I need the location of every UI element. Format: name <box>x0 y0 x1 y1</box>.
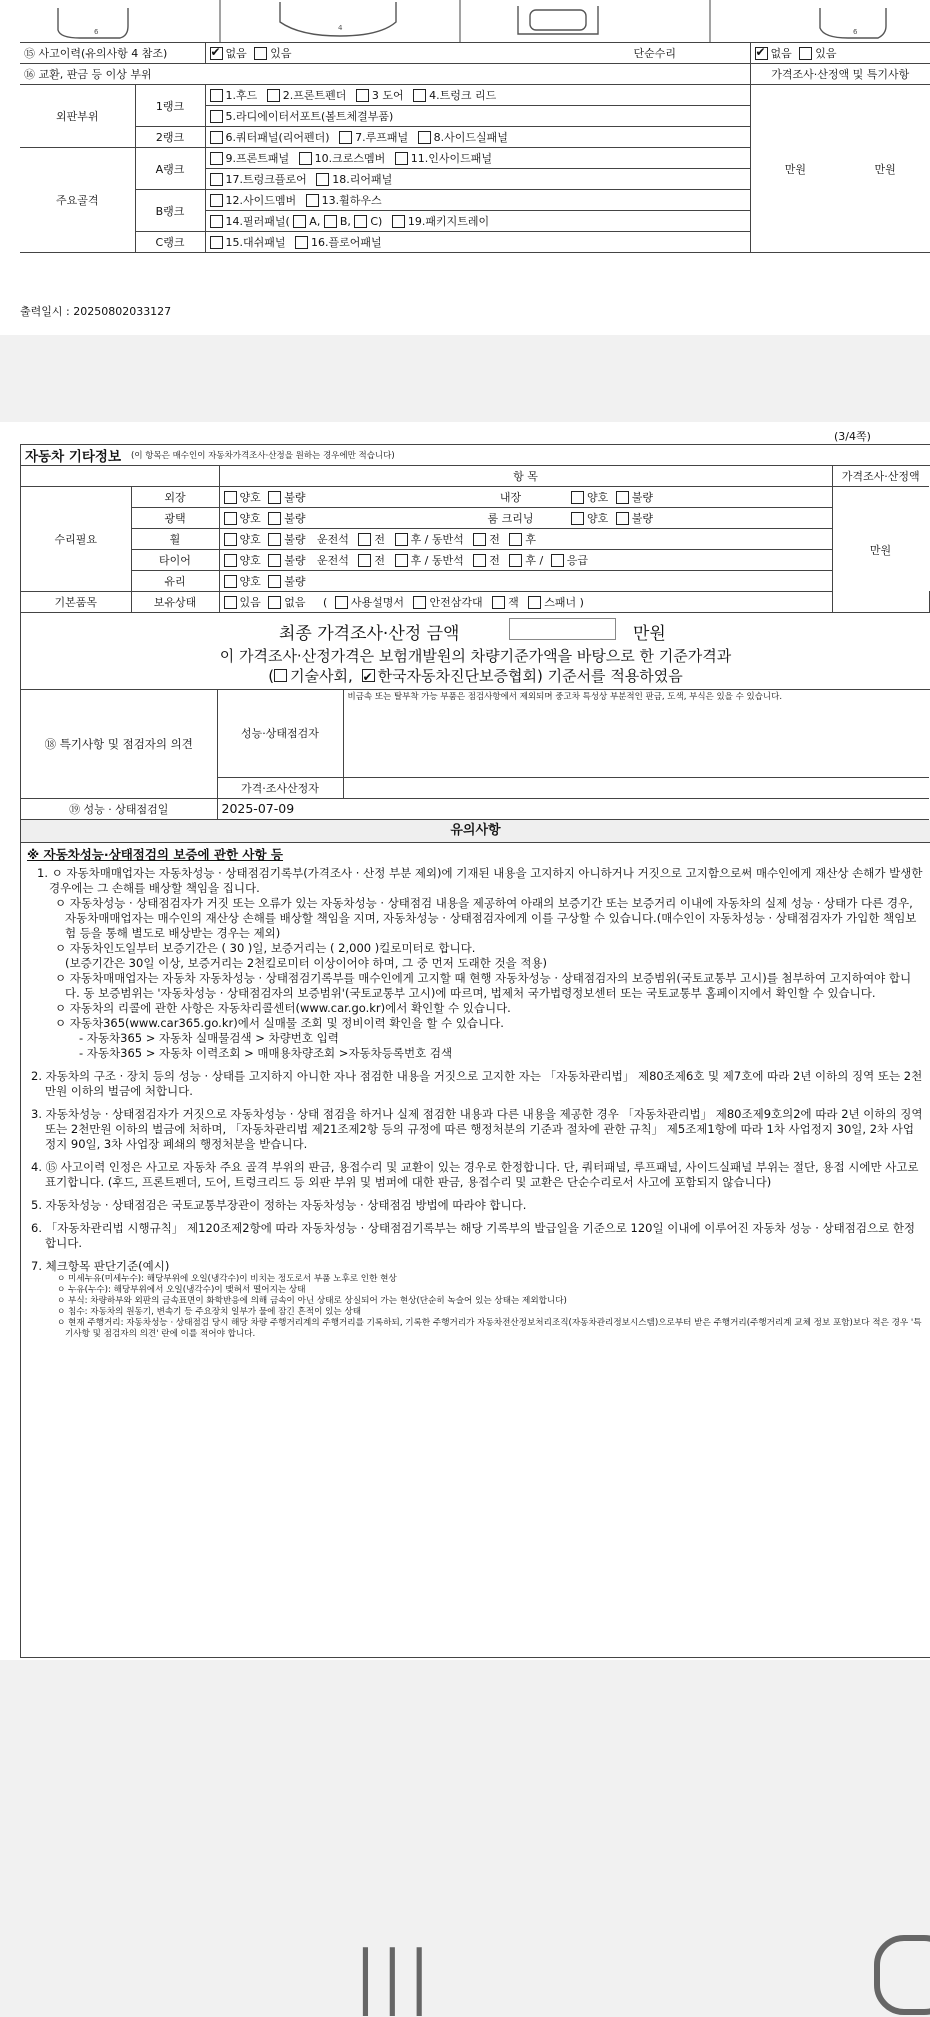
exterior-good-checkbox[interactable] <box>224 491 237 504</box>
rankB-label: B랭크 <box>155 204 185 218</box>
notice-title: 유의사항 <box>21 820 930 843</box>
tire-prear-checkbox[interactable] <box>509 554 522 567</box>
gloss-good-checkbox[interactable] <box>224 512 237 525</box>
accident-yes-checkbox[interactable] <box>254 47 267 60</box>
interior-good-checkbox[interactable] <box>571 491 584 504</box>
recents-button[interactable] <box>355 1936 436 2016</box>
notice-1e: ㅇ 자동차매매업자는 자동차 자동차성능 · 상태점검기록부를 매수인에게 고지할 때 현행 자동차성능 · 상태점검자의 보증범위(국토교통부 고시)를 첨부하여 고지하여야 합니다. 동 보증범위는 '자동차성능 · 상태점검자의 보증범위'(국토교통부 고시)에 따르며, 법제처 국가법령정보센터 또는 국토교통부 홈페이지에서 확인할 수 있습니다. <box>55 970 912 1000</box>
part-6-checkbox[interactable] <box>210 131 223 144</box>
triangle-checkbox[interactable] <box>413 596 426 609</box>
room-clean-label: 룸 크리닝 <box>487 512 534 525</box>
part-18-checkbox[interactable] <box>316 173 329 186</box>
notice-5: 5. 자동차성능 · 상태점검은 국토교통부장관이 정하는 자동차성능 · 상태점검 방법에 따라야 합니다. <box>31 1197 527 1212</box>
repair-need-label: 수리필요 <box>54 533 97 546</box>
home-button[interactable] <box>874 1935 930 2015</box>
notice-1: 1. ㅇ 자동차매매업자는 자동차성능 · 상태점검기록부(가격조사 · 산정 부분 제외)에 기재된 내용을 고지하지 아니하거나 거짓으로 고지함으로써 매수인에게 재산상 손해가 발생한 경우에는 그 손해를 배상할 책임을 집니다. <box>37 865 923 895</box>
outer-part-label: 외판부위 <box>55 110 99 123</box>
notice-1h: - 자동차365 > 자동차 실매물검색 > 차량번호 입력 <box>79 1030 339 1045</box>
notice-1g: ㅇ 자동차365(www.car365.go.kr)에서 실매물 조회 및 정비이력 확인을 할 수 있습니다. <box>55 1015 504 1030</box>
part-14-checkbox[interactable] <box>210 215 223 228</box>
gloss-bad-checkbox[interactable] <box>268 512 281 525</box>
report-page-3 <box>0 422 930 1660</box>
basic-items-label: 기본품목 <box>54 596 97 609</box>
special-remarks-table <box>21 690 929 820</box>
other-info-title: 자동차 기타정보 <box>25 449 121 465</box>
room-good-checkbox[interactable] <box>571 512 584 525</box>
items-have-checkbox[interactable] <box>224 596 237 609</box>
interior-bad-checkbox[interactable] <box>616 491 629 504</box>
accident-none-checkbox[interactable] <box>210 47 223 60</box>
other-info-note: (이 항목은 매수인이 자동차가격조사·산정을 원하는 경우에만 적습니다) <box>131 451 395 461</box>
part-4-checkbox[interactable] <box>413 89 426 102</box>
wheel-front-checkbox[interactable] <box>358 533 371 546</box>
final-price-label: 최종 가격조사·산정 금액 <box>279 624 460 644</box>
part-1-checkbox[interactable] <box>210 89 223 102</box>
wheel-label: 휠 <box>169 533 181 546</box>
spanner-checkbox[interactable] <box>528 596 541 609</box>
repair-price-won: 만원 <box>869 543 892 557</box>
car-diagram-strip <box>20 0 930 43</box>
notice-2: 2. 자동차의 구조 · 장치 등의 성능 · 상태를 고지하지 아니한 자나 점검한 내용을 거짓으로 고지한 자는 「자동차관리법」 제80조제6호 및 제7호에 따라 2년 이하의 징역 또는 2천만원 이하의 벌금에 처합니다. <box>31 1068 923 1098</box>
inspector-note: 비금속 또는 탈부착 가능 부품은 점검사항에서 제외되며 중고차 특성상 부분적인 판금, 도색, 부식은 있을 수 있습니다. <box>347 692 783 702</box>
notice-7: 7. 체크항목 판단기준(예시) <box>31 1258 170 1273</box>
exterior-label: 외장 <box>164 491 186 504</box>
report-page-2-bottom <box>0 0 930 335</box>
tire-pfront-checkbox[interactable] <box>473 554 486 567</box>
price-won-1: 만원 <box>784 162 807 176</box>
part-8-checkbox[interactable] <box>418 131 431 144</box>
part-2-checkbox[interactable] <box>267 89 280 102</box>
recents-icon: ||| <box>355 1936 436 2017</box>
inspector-label: 성능·상태점검자 <box>241 727 319 741</box>
inspection-date-label: ⑲ 성능 · 상태점검일 <box>69 802 169 816</box>
pillar-a-checkbox[interactable] <box>293 215 306 228</box>
final-price-input[interactable] <box>509 618 616 640</box>
notice-body <box>21 843 930 1344</box>
notice-1f: ㅇ 자동차의 리콜에 관한 사항은 자동차리콜센터(www.car.go.kr)에서 확인할 수 있습니다. <box>55 1000 511 1015</box>
notice-7b: ㅇ 누유(누수): 해당부위에서 오일(냉각수)이 맺혀서 떨어지는 상태 <box>57 1284 306 1295</box>
wheel-rear-passenger-checkbox[interactable] <box>395 533 408 546</box>
rankC-label: C랭크 <box>155 236 185 249</box>
accident-table: ⑮ 사고이력(유의사항 4 참조) ✔ 없음 있음 단순수리 ✔ 없음 있음 ⑯ 교환, 판금 등 이상 부위 가격조사·산정액 및 특기사항 외판부위 1랭크 1.후드 2.프론트펜더 3 도어 4.트렁크 리드 만원 만원 5.라디에이터서포트(볼트체결부품) 2랭크 6.쿼터패널(리어펜더) 7.루프패널 8.사이드실패널 주요골격 A랭크 9.프론트패널 10.크로스멤버 11.인사이드패널 17.트렁크플로어 18.리어패널 B랭크 12.사이드멤버 13.휠하우스 14.필러패널( A, B, C) 19.패키지트레이 C랭크 15.대쉬패널 16.플로어패널 <box>20 42 930 253</box>
pillar-b-checkbox[interactable] <box>324 215 337 228</box>
special-label: ⑱ 특기사항 및 점검자의 의견 <box>44 736 193 751</box>
svg-text:6: 6 <box>853 28 858 36</box>
part-12-checkbox[interactable] <box>210 194 223 207</box>
notice-1i: - 자동차365 > 자동차 이력조회 > 매매용차량조회 >자동차등록번호 검색 <box>79 1045 453 1060</box>
part-5-checkbox[interactable] <box>210 110 223 123</box>
part-10-checkbox[interactable] <box>299 152 312 165</box>
jack-checkbox[interactable] <box>492 596 505 609</box>
replacement-label: ⑯ 교환, 판금 등 이상 부위 <box>24 68 152 81</box>
part-16-checkbox[interactable] <box>295 236 308 249</box>
tire-front-checkbox[interactable] <box>358 554 371 567</box>
price-special-header: 가격조사·산정액 및 특기사항 <box>771 68 910 81</box>
notice-7e: ㅇ 현재 주행거리: 자동차성능 · 상태점검 당시 해당 차량 주행거리계의 주행거리를 기록하되, 기록한 주행거리가 자동차전산정보처리조직(자동차관리정보시스템)으로부터 받은 주행거리(주행거리계 교체 정보 포함)보다 적은 경우 '특기사항 및 점검자의 의견' 란에 이를 적어야 합니다. <box>57 1317 922 1339</box>
accident-history-label: ⑮ 사고이력(유의사항 4 참조) <box>24 47 168 60</box>
wheel-good-checkbox[interactable] <box>224 533 237 546</box>
notice-1d: (보증기간은 30일 이상, 보증거리는 2천킬로미터 이상이어야 하며, 그 중 먼저 도래한 것을 적용) <box>65 955 548 970</box>
notice-7c: ㅇ 부식: 차량하부와 외판의 금속표면이 화학반응에 의해 금속이 아닌 상태로 상실되어 가는 현상(단순히 녹슬어 있는 상태는 제외합니다) <box>57 1295 567 1306</box>
interior-label: 내장 <box>499 491 522 504</box>
main-frame-label: 주요골격 <box>55 194 99 207</box>
car-part-diagrams <box>20 0 930 42</box>
part-11-checkbox[interactable] <box>395 152 408 165</box>
tire-rear-passenger-checkbox[interactable] <box>395 554 408 567</box>
page-number: (3/4쪽) <box>834 430 871 443</box>
notice-1c: ㅇ 자동차인도일부터 보증기간은 ( 30 )일, 보증거리는 ( 2,000 )킬로미터로 합니다. <box>55 940 476 955</box>
rankA-label: A랭크 <box>155 162 185 176</box>
notice-7d: ㅇ 침수: 자동차의 원동기, 변속기 등 주요장치 일부가 물에 잠긴 흔적이 있는 상태 <box>57 1306 362 1317</box>
simple-repair-none-checkbox[interactable] <box>755 47 768 60</box>
kadia-checkbox[interactable] <box>362 669 375 682</box>
system-nav-bar <box>0 1690 930 2015</box>
notice-7a: ㅇ 미세누유(미세누수): 해당부위에 오일(냉각수)이 비치는 정도로서 부품 노후로 인한 현상 <box>57 1273 397 1284</box>
svg-text:6: 6 <box>94 28 99 36</box>
part-15-checkbox[interactable] <box>210 236 223 249</box>
tech-society-checkbox[interactable] <box>274 669 287 682</box>
rank2-label: 2랭크 <box>155 131 185 144</box>
inspection-date-value: 2025-07-09 <box>221 801 295 816</box>
price-won-2: 만원 <box>874 162 896 176</box>
notice-4: 4. ⑮ 사고이력 인정은 사고로 자동차 주요 골격 부위의 판금, 용접수리 및 교환이 있는 경우로 한정합니다. 단, 쿼터패널, 루프패널, 사이드실패널 부위는 절단, 용접 시에만 사고로 표기합니다. (후드, 프론트펜더, 도어, 트렁크리드 등 외판 부위 및 범퍼에 대한 판금, 용접수리 및 교환은 단순수리로서 사고에 포함되지 않습니다) <box>31 1159 919 1189</box>
room-bad-checkbox[interactable] <box>616 512 629 525</box>
notice-1b: ㅇ 자동차성능 · 상태점검자가 거짓 또는 오류가 있는 자동차성능 · 상태점검 내용을 제공하여 아래의 보증기간 또는 보증거리 이내에 자동차의 실제 성능 · 상태가 다른 경우, 자동차매매업자는 매수인의 재산상 손해를 배상할 책임을 지며, 자동차성능 · 상태점검자에게 이를 구상할 수 있습니다.(매수인이 자동차성능 · 상태점검자가 가입한 책임보험 등을 통해 별도로 배상받는 경우는 제외) <box>55 895 917 940</box>
price-person-label: 가격·조사산정자 <box>241 781 319 795</box>
price-header: 가격조사·산정액 <box>841 470 920 483</box>
glass-label: 유리 <box>164 575 186 588</box>
svg-text:4: 4 <box>338 24 343 32</box>
rank1-label: 1랭크 <box>155 99 185 113</box>
part-7-checkbox[interactable] <box>339 131 352 144</box>
basis-statement: 이 가격조사·산정가격은 보험개발원의 차량기준가액을 바탕으로 한 기준가격과 ( 기술사회, ✔ 한국자동차진단보증협회) 기준서를 적용하였음 <box>21 643 930 690</box>
final-price-row <box>21 613 930 643</box>
wheel-bad-checkbox[interactable] <box>268 533 281 546</box>
tire-good-checkbox[interactable] <box>224 554 237 567</box>
other-info-table: 항 목 가격조사·산정액 수리필요 외장 양호 불량 내장 양호 불량 만원 광택 양호 불량 룸 크리닝 양호 불량 휠 양호 불량 운전석 전 후 / 동반석 전 후 타이어 양호 불량 운전석 전 후 / 동반석 전 후 / 응급 유리 양호 불량 기본품목 보유상태 있음 없음 ( 사용설명서 안전삼각대 잭 스패너 ) <box>21 466 929 613</box>
tire-bad-checkbox[interactable] <box>268 554 281 567</box>
notice-3: 3. 자동차성능 · 상태점검자가 거짓으로 자동차성능 · 상태 점검을 하거나 실제 점검한 내용과 다른 내용을 제공한 경우 「자동차관리법」 제80조제9호의2에 따라 2년 이하의 징역 또는 2천만원 이하의 벌금에 처하며, 「자동차관리법 제21조제2항 등의 규정에 따른 행정처분의 기준과 절차에 관한 규칙」 제5조제1항에 따라 1차 사업정지 30일, 2차 사업정지 90일, 3차 사업장 폐쇄의 행정처분을 받습니다. <box>31 1106 923 1151</box>
final-price-unit: 만원 <box>633 624 666 644</box>
possession-label: 보유상태 <box>153 596 197 609</box>
print-timestamp: 출력일시 : 20250802033127 <box>20 305 172 318</box>
simple-repair-label: 단순수리 <box>633 47 677 60</box>
notice-heading: ※ 자동차성능·상태점검의 보증에 관한 사항 등 <box>27 846 284 862</box>
simple-repair-yes-checkbox[interactable] <box>799 47 812 60</box>
glass-good-checkbox[interactable] <box>224 575 237 588</box>
exterior-bad-checkbox[interactable] <box>268 491 281 504</box>
item-header: 항 목 <box>513 470 538 483</box>
report-frame <box>20 444 930 1658</box>
manual-checkbox[interactable] <box>335 596 348 609</box>
part-13-checkbox[interactable] <box>306 194 319 207</box>
notice-6: 6. 「자동차관리법 시행규칙」 제120조제2항에 따라 자동차성능 · 상태점검기록부는 해당 기록부의 발급일을 기준으로 120일 이내에 이루어진 자동차 성능 · 상태점검으로 한정합니다. <box>31 1220 916 1250</box>
gloss-label: 광택 <box>164 512 186 525</box>
wheel-prear-checkbox[interactable] <box>509 533 522 546</box>
glass-bad-checkbox[interactable] <box>268 575 281 588</box>
part-9-checkbox[interactable] <box>210 152 223 165</box>
part-17-checkbox[interactable] <box>210 173 223 186</box>
tire-emergency-checkbox[interactable] <box>551 554 564 567</box>
part-3-checkbox[interactable] <box>356 89 369 102</box>
pillar-c-checkbox[interactable] <box>354 215 367 228</box>
part-19-checkbox[interactable] <box>392 215 405 228</box>
wheel-pfront-checkbox[interactable] <box>473 533 486 546</box>
items-none-checkbox[interactable] <box>268 596 281 609</box>
tire-label: 타이어 <box>159 554 191 567</box>
